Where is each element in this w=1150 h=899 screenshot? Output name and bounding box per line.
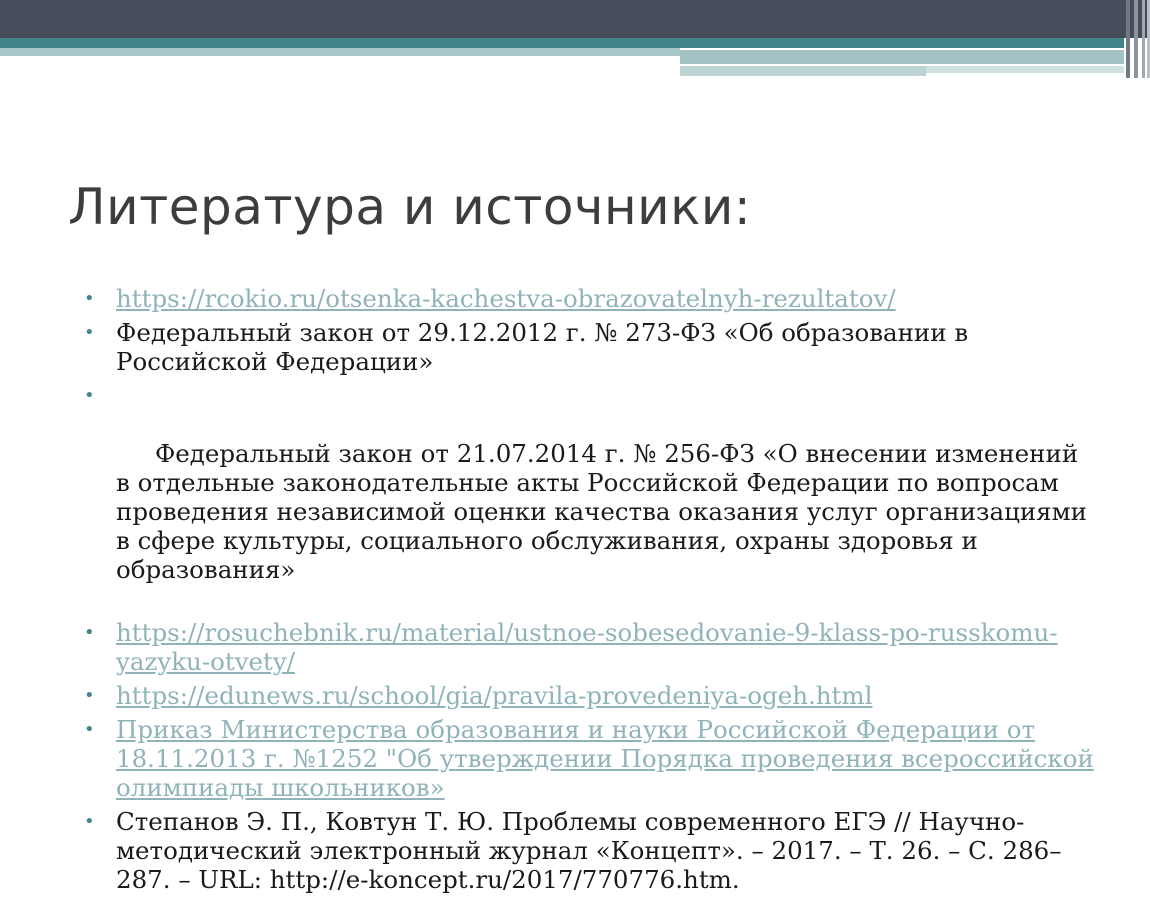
bullet-icon: • [84,719,95,740]
list-item [84,318,1094,376]
bullet-icon: • [84,322,95,343]
bullet-icon: • [84,385,95,406]
bullet-icon: • [84,685,95,706]
source-text: Федеральный закон от 21.07.2014 г. № 256-ФЗ «О внесении изменений в отдельные законодательные акты Российской Федерации по вопросам проведения независимой оценки качества оказания услуг организациями в сфере культуры, социального обслуживания, охраны здоровья и образования» [116,439,1095,584]
source-link[interactable]: https://rosuchebnik.ru/material/ustnoe-sobesedovanie-9-klass-po-russkomu-yazyku-otvety/ [116,618,1058,676]
header-vertical-stripe [1126,0,1130,78]
header-dark-band [0,0,1150,38]
header-light-band [0,48,680,56]
list-item[interactable] [84,681,1094,710]
bullet-icon: • [84,288,95,309]
source-link[interactable]: https://edunews.ru/school/gia/pravila-provedeniya-ogeh.html [116,681,873,710]
source-text: Федеральный закон от 29.12.2012 г. № 273-ФЗ «Об образовании в Российской Федерации» [116,318,969,376]
list-item [84,381,1094,613]
list-item[interactable] [84,618,1094,676]
header-vertical-stripe [1142,0,1145,78]
sources-list [84,284,1094,899]
bullet-icon: • [84,811,95,832]
source-link[interactable]: Приказ Министерства образования и науки Российской Федерации от 18.11.2013 г. №1252 "Об утверждении Порядка проведения всероссийской олимпиады школьников» [116,715,1094,802]
bullet-icon: • [84,622,95,643]
header-teal-band [0,38,1124,48]
slide-title: Литература и источники: [68,178,752,236]
list-item[interactable] [84,284,1094,313]
source-text: Степанов Э. П., Ковтун Т. Ю. Проблемы современного ЕГЭ // Научно-методический электронный журнал «Концепт». – 2017. – Т. 26. – С. 286–287. – URL: http://e-koncept.ru/2017/770776.htm. [116,807,1062,894]
list-item[interactable] [84,715,1094,802]
source-link[interactable]: https://rcokio.ru/otsenka-kachestva-obrazovatelnyh-rezultatov/ [116,284,896,313]
header-light-band-right [680,50,1124,64]
header-vertical-stripe [1134,0,1138,78]
header-light-strip [680,66,926,76]
header-light-strip-faint [926,66,1124,73]
list-item [84,807,1094,894]
